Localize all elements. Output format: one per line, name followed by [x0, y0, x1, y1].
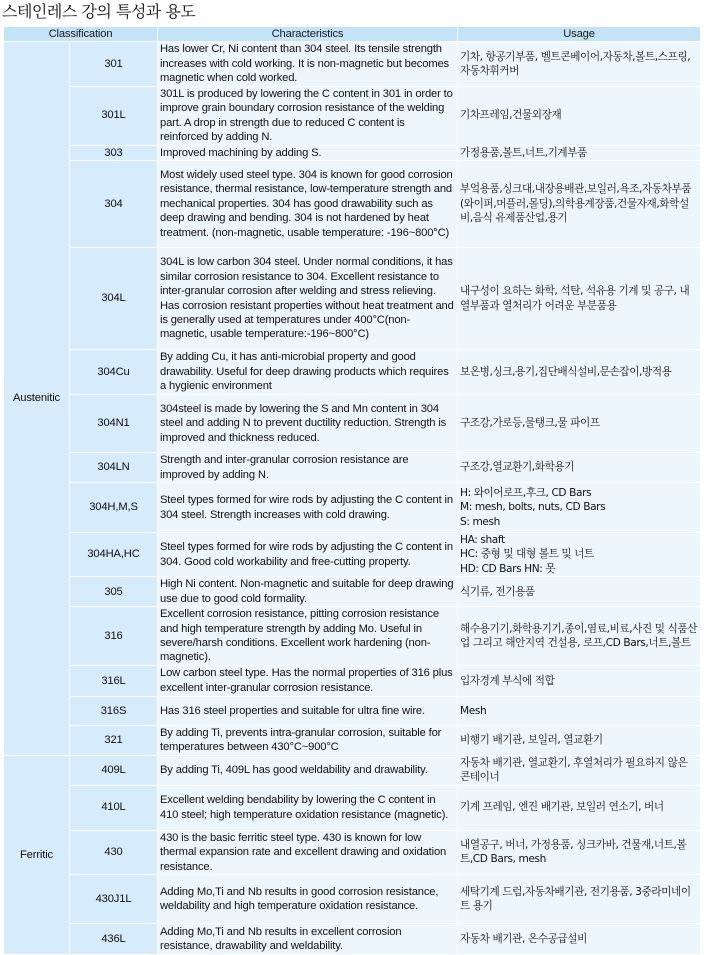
grade-cell: 304	[70, 161, 158, 248]
characteristics-cell: By adding Cu, it has anti-microbial property and good drawability. Useful for deep drawing products which requires a hygienic environment	[158, 350, 458, 395]
characteristics-cell: Improved machining by adding S.	[158, 145, 458, 160]
table-row	[4, 453, 701, 483]
usage-cell: 입자경계 부식에 적합	[458, 665, 701, 696]
table-row	[4, 395, 701, 453]
grade-cell: 410L	[70, 785, 158, 830]
usage-cell: 내열공구, 버너, 가정용품, 싱크카바, 건물재,너트,볼트,CD Bars, mesh	[458, 830, 701, 874]
usage-cell: 가정용품,볼트,너트,기계부품	[458, 145, 701, 160]
table-row	[4, 248, 701, 350]
usage-cell: 기차프레임,건물외장재	[458, 86, 701, 145]
grade-cell: 304HA,HC	[70, 533, 158, 577]
characteristics-cell: Most widely used steel type. 304 is known for good corrosion resistance, thermal resistance, low-temperature strength and mechanical properties. 304 has good drawability such as deep drawing and bending. 304 is not hardened by heat treatment. (non-magnetic, usable temperature: -196~800°C)	[158, 161, 458, 248]
table-row	[4, 483, 701, 533]
header-characteristics: Characteristics	[158, 27, 458, 42]
page-title: 스테인레스 강의 특성과 용도	[2, 2, 196, 21]
usage-line: M: mesh, bolts, nuts, CD Bars	[460, 501, 606, 514]
characteristics-cell: Strength and inter-granular corrosion resistance are improved by adding N.	[158, 453, 458, 483]
table-row	[4, 607, 701, 666]
table-row	[4, 86, 701, 145]
usage-cell: 비행기 배기관, 보일러, 열교환기	[458, 725, 701, 755]
grade-cell: 303	[70, 145, 158, 160]
grade-cell: 316	[70, 607, 158, 666]
table-row	[4, 830, 701, 874]
table-row	[4, 350, 701, 395]
characteristics-cell: Adding Mo,Ti and Nb results in excellent corrosion resistance, drawability and weldability.	[158, 923, 458, 954]
group-label: Ferritic	[4, 755, 70, 954]
grade-cell: 304N1	[70, 395, 158, 453]
table-row	[4, 874, 701, 923]
grade-cell: 304LN	[70, 453, 158, 483]
table-row	[4, 577, 701, 607]
grade-cell: 436L	[70, 923, 158, 954]
usage-cell: 해수용기기,화학용기기,종이,염료,비료,사진 및 식품산업 그리고 해안지역 건설용, 로프,CD Bars,너트,볼트	[458, 607, 701, 666]
usage-line: HD: CD Bars HN: 못	[460, 562, 556, 575]
characteristics-cell: Excellent welding bendability by lowering the C content in 410 steel; high temperature oxidation resistance (magnetic).	[158, 785, 458, 830]
usage-cell: 세탁기계 드럼,자동차배기관, 전기용품, 3중라미네이트 용기	[458, 874, 701, 923]
usage-line: H: 와이어로프,후크, CD Bars	[460, 486, 592, 499]
characteristics-cell: By adding Ti, prevents intra-granular corrosion, suitable for temperatures between 430°C~900°C	[158, 725, 458, 755]
table-row	[4, 161, 701, 248]
characteristics-cell: Steel types formed for wire rods by adjusting the C content in 304. Good cold workability and free-cutting property.	[158, 533, 458, 577]
characteristics-cell: By adding Ti, 409L has good weldability and drawability.	[158, 755, 458, 785]
usage-cell	[458, 533, 701, 577]
usage-cell: 자동차 배기관, 열교환기, 후열처리가 필요하지 않은 콘테이너	[458, 755, 701, 785]
usage-cell: Mesh	[458, 696, 701, 725]
grade-cell: 304Cu	[70, 350, 158, 395]
usage-line: S: mesh	[460, 515, 500, 528]
table-row	[4, 533, 701, 577]
grade-cell: 301L	[70, 86, 158, 145]
usage-line: HC: 중형 및 대형 볼트 및 너트	[460, 548, 594, 561]
characteristics-cell: Adding Mo,Ti and Nb results in good corrosion resistance, weldability and high temperature oxidation resistance.	[158, 874, 458, 923]
characteristics-cell: Low carbon steel type. Has the normal properties of 316 plus excellent inter-granular corrosion resistance.	[158, 665, 458, 696]
grade-cell: 321	[70, 725, 158, 755]
usage-cell: 부엌용품,싱크대,내장용배관,보일러,욕조,자동차부품(와이퍼,머플러,몰딩),의학용계장품,건물자재,화학설비,음식 유제품산업,용기	[458, 161, 701, 248]
table-row	[4, 145, 701, 160]
grade-cell: 430	[70, 830, 158, 874]
table-row	[4, 696, 701, 725]
grade-cell: 430J1L	[70, 874, 158, 923]
usage-line: HA: shaft	[460, 534, 505, 547]
grade-cell: 301	[70, 42, 158, 86]
grade-cell: 316S	[70, 696, 158, 725]
characteristics-cell: Has lower Cr, Ni content than 304 steel. Its tensile strength increases with cold working. It is non-magnetic but becomes magnetic when cold worked.	[158, 42, 458, 86]
characteristics-cell: Has 316 steel properties and suitable for ultra fine wire.	[158, 696, 458, 725]
characteristics-cell: 430 is the basic ferritic steel type. 430 is known for low thermal expansion rate and excellent drawing and oxidation resistance.	[158, 830, 458, 874]
header-usage: Usage	[458, 27, 701, 42]
table-row	[4, 755, 701, 785]
characteristics-cell: Excellent corrosion resistance, pitting corrosion resistance and high temperature strength by adding Mo. Useful in severe/harsh conditions. Excellent work hardening (non-magnetic).	[158, 607, 458, 666]
usage-cell	[458, 483, 701, 533]
header-classification: Classification	[4, 27, 158, 42]
characteristics-cell: 304L is low carbon 304 steel. Under normal conditions, it has similar corrosion resistance to 304. Excellent resistance to inter-granular corrosion after welding and stress relieving. Has corrosion resistant properties without heat treatment and is generally used at temperatures under 400°C(non-magnetic, usable temperature:-196~800°C)	[158, 248, 458, 350]
usage-cell: 자동차 배기관, 온수공급설비	[458, 923, 701, 954]
table-row	[4, 42, 701, 86]
grade-cell: 304H,M,S	[70, 483, 158, 533]
group-label: Austenitic	[4, 42, 70, 755]
usage-cell: 보온병,싱크,용기,집단배식설비,문손잡이,방적용	[458, 350, 701, 395]
characteristics-cell: High Ni content. Non-magnetic and suitable for deep drawing use due to good cold formality.	[158, 577, 458, 607]
usage-cell: 내구성이 요하는 화학, 석탄, 석유용 기계 및 공구, 내열부품과 열처리가 어려운 부분품용	[458, 248, 701, 350]
table-header-row	[4, 27, 701, 42]
table-body	[4, 42, 701, 955]
usage-cell: 기계 프레임, 엔진 배기관, 보일러 연소기, 버너	[458, 785, 701, 830]
characteristics-cell: Steel types formed for wire rods by adjusting the C content in 304 steel. Strength increases with cold drawing.	[158, 483, 458, 533]
table-row	[4, 725, 701, 755]
grade-cell: 304L	[70, 248, 158, 350]
grade-cell: 305	[70, 577, 158, 607]
table-row	[4, 785, 701, 830]
usage-cell: 구조강,열교환기,화학용기	[458, 453, 701, 483]
usage-cell: 기차, 항공기부품, 벨트콘베이어,자동차,볼트,스프링,자동차휘커버	[458, 42, 701, 86]
stainless-steel-table	[3, 26, 701, 955]
characteristics-cell: 304steel is made by lowering the S and Mn content in 304 steel and adding N to prevent ductility reduction. Strength is improved and thickness reduced.	[158, 395, 458, 453]
grade-cell: 409L	[70, 755, 158, 785]
grade-cell: 316L	[70, 665, 158, 696]
usage-cell: 식기류, 전기용품	[458, 577, 701, 607]
usage-cell: 구조강,가로등,물탱크,물 파이프	[458, 395, 701, 453]
table-row	[4, 923, 701, 954]
characteristics-cell: 301L is produced by lowering the C content in 301 in order to improve grain boundary corrosion resistance of the welding part. A drop in strength due to reduced C content is reinforced by adding N.	[158, 86, 458, 145]
table-row	[4, 665, 701, 696]
